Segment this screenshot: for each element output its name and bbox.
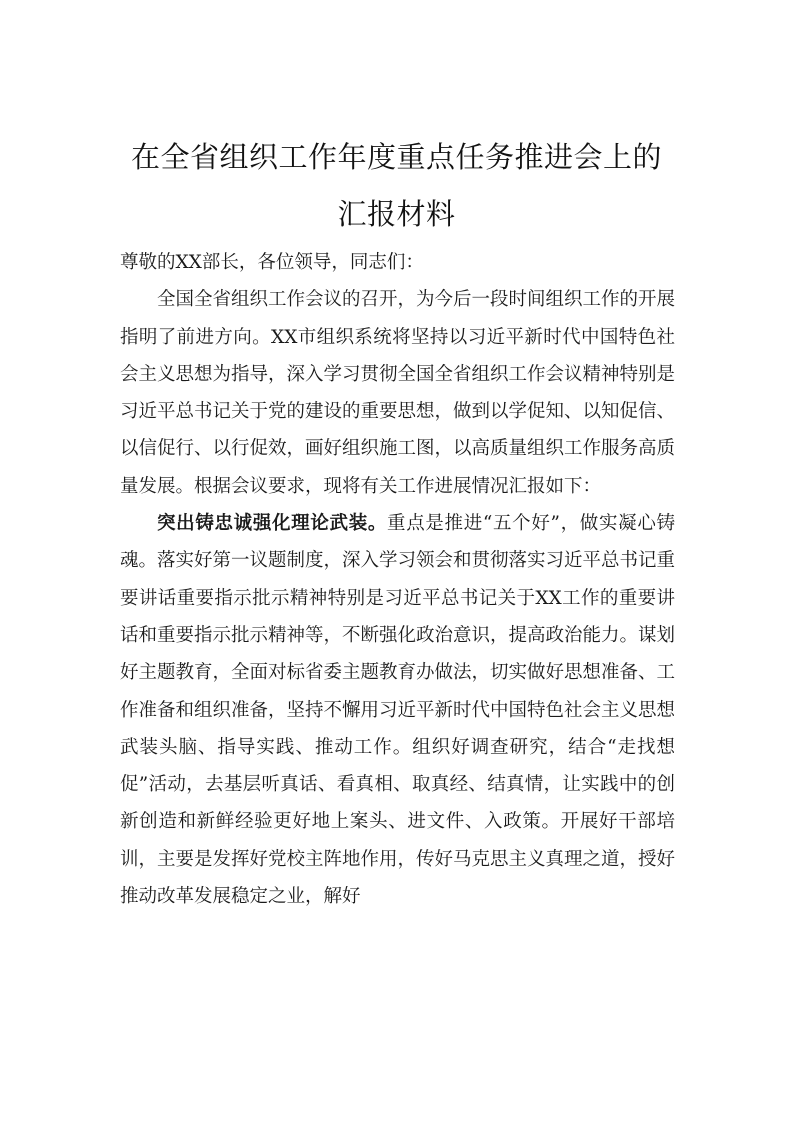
- document-title-line-1: 在全省组织工作年度重点任务推进会上的: [130, 140, 662, 174]
- paragraph-theory: [120, 505, 675, 915]
- document-title-line-2: 汇报材料: [337, 197, 456, 231]
- paragraph-heading: 突出铸忠诚强化理论武装。: [157, 513, 388, 535]
- paragraph-intro: 全国全省组织工作会议的召开，为今后一段时间组织工作的开展指明了前进方向。XX市组织系统将坚持以习近平新时代中国特色社会主义思想为指导，深入学习贯彻全国全省组织工作会议精神特别是习近平总书记关于党的建设的重要思想，做到以学促知、以知促信、以信促行、以行促效，画好组织施工图，以高质量组织工作服务高质量发展。根据会议要求，现将有关工作进展情况汇报如下：: [120, 289, 676, 497]
- document-body: [120, 244, 675, 915]
- paragraph-theory-body: 重点是推进“五个好”，做实凝心铸魂。落实好第一议题制度，深入学习领会和贯彻落实习近平总书记重要讲话重要指示批示精神特别是习近平总书记关于XX工作的重要讲话和重要指示批示精神等，不断强化政治意识，提高政治能力。谋划好主题教育，全面对标省委主题教育办做法，切实做好思想准备、工作准备和组织准备，坚持不懈用习近平新时代中国特色社会主义思想武装头脑、指导实践、推动工作。组织好调查研究，结合“走找想促”活动，去基层听真话、看真相、取真经、结真情，让实践中的创新创造和新鲜经验更好地上案头、进文件、入政策。开展好干部培训，主要是发挥好党校主阵地作用，传好马克思主义真理之道，授好推动改革发展稳定之业，解好: [120, 513, 676, 908]
- salutation: 尊敬的XX部长，各位领导，同志们：: [120, 252, 424, 273]
